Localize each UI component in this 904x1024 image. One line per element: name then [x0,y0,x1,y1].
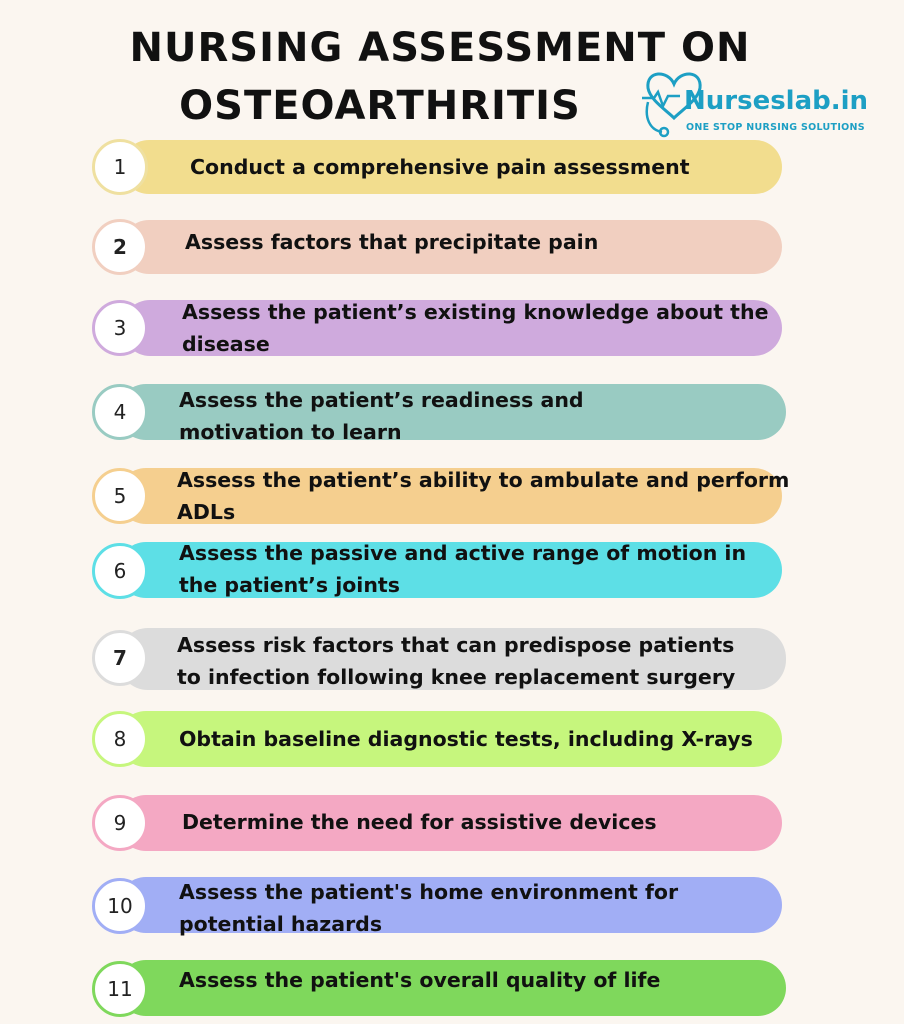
title-line-1: NURSING ASSESSMENT ON [129,25,751,71]
item-number-badge: 3 [92,300,148,356]
logo-tagline: ONE STOP NURSING SOLUTIONS [686,122,865,133]
item-text: Assess the patient’s ability to ambulate and perform ADLs [177,468,790,524]
item-number-badge: 10 [92,878,148,934]
item-text: Assess the patient’s readiness and motivation to learn [179,388,584,444]
nurseslab-logo [640,62,869,142]
item-number-badge: 6 [92,543,148,599]
item-number-badge: 9 [92,795,148,851]
item-text: Determine the need for assistive devices [182,810,657,834]
item-text: Obtain baseline diagnostic tests, including X-rays [179,727,753,751]
item-number-badge: 7 [92,630,148,686]
item-number-badge: 2 [92,219,148,275]
item-number-badge: 1 [92,139,148,195]
item-text: Conduct a comprehensive pain assessment [190,155,690,179]
item-number-badge: 8 [92,711,148,767]
item-text: Assess the passive and active range of motion in the patient’s joints [179,541,747,597]
item-text: Assess the patient's overall quality of life [179,968,661,992]
item-number-badge: 4 [92,384,148,440]
logo-name: Nurseslab.in [684,86,869,116]
item-text: Assess the patient’s existing knowledge about the disease [182,300,769,356]
item-text: Assess factors that precipitate pain [185,230,599,254]
title-line-2: OSTEOARTHRITIS [179,83,581,129]
item-number-badge: 11 [92,961,148,1017]
item-number-badge: 5 [92,468,148,524]
item-text: Assess risk factors that can predispose patients to infection following knee replacement surgery [177,633,736,689]
item-text: Assess the patient's home environment for potential hazards [179,880,679,936]
